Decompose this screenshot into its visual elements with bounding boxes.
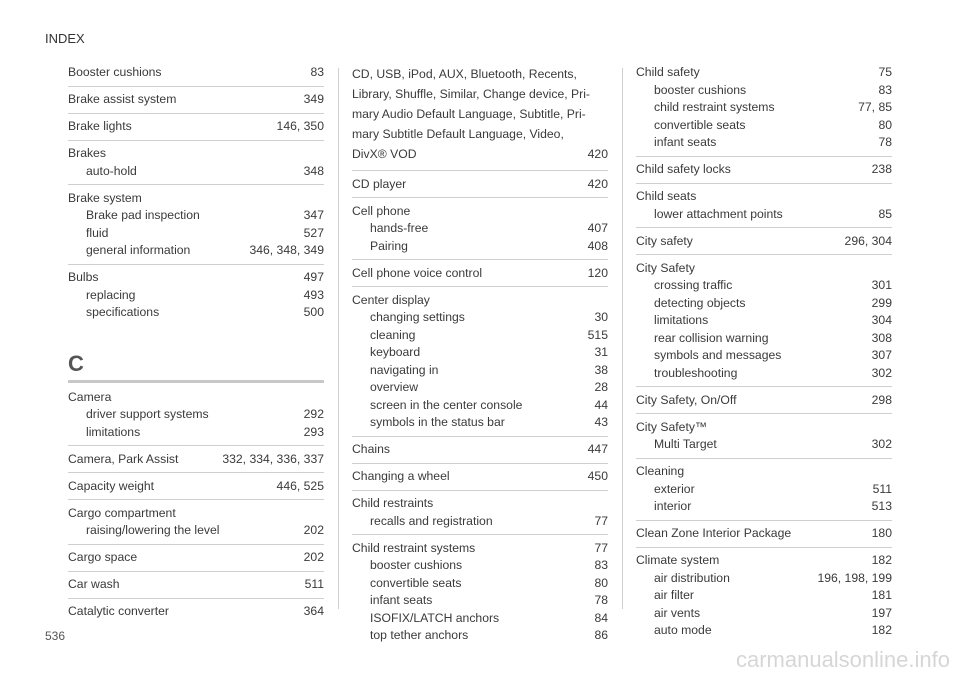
page-reference: 304 bbox=[871, 313, 892, 327]
index-term: Bulbs bbox=[68, 270, 99, 284]
index-term: Brakes bbox=[68, 146, 106, 160]
index-term: Booster cushions bbox=[68, 65, 162, 79]
index-row bbox=[352, 176, 608, 194]
page-reference: 450 bbox=[587, 469, 608, 483]
index-term: Changing a wheel bbox=[352, 469, 450, 483]
page-reference: 308 bbox=[871, 330, 892, 345]
index-subterm: specifications bbox=[86, 305, 160, 319]
index-subentry bbox=[352, 397, 608, 415]
index-subentry bbox=[352, 379, 608, 397]
index-entry bbox=[636, 161, 892, 184]
index-subentry bbox=[636, 347, 892, 365]
index-term: Climate system bbox=[636, 553, 720, 567]
index-term: Capacity weight bbox=[68, 478, 155, 493]
index-subterm: lower attachment points bbox=[654, 206, 783, 221]
index-subterm: auto mode bbox=[654, 623, 712, 637]
index-term: Catalytic converter bbox=[68, 604, 169, 618]
index-entry bbox=[352, 176, 608, 199]
index-subentry bbox=[68, 304, 324, 322]
page-header-title: INDEX bbox=[45, 31, 85, 46]
index-term: DivX® VOD bbox=[352, 147, 417, 161]
index-subterm: screen in the center console bbox=[370, 397, 523, 412]
page-reference: 292 bbox=[303, 407, 324, 421]
page-reference: 347 bbox=[303, 208, 324, 222]
index-subentry bbox=[352, 627, 608, 645]
index-entry bbox=[636, 419, 892, 459]
index-term: Child restraints bbox=[352, 496, 434, 510]
index-row bbox=[68, 389, 324, 407]
index-entry bbox=[68, 576, 324, 599]
index-subentry bbox=[352, 362, 608, 380]
index-subentry bbox=[636, 312, 892, 330]
index-row bbox=[68, 451, 324, 469]
index-subentry bbox=[636, 622, 892, 640]
index-subterm: ISOFIX/LATCH anchors bbox=[370, 610, 500, 625]
index-entry bbox=[68, 505, 324, 545]
index-entry bbox=[68, 451, 324, 474]
index-row bbox=[636, 419, 892, 437]
page-reference: 307 bbox=[871, 348, 892, 362]
index-subterm: exterior bbox=[654, 481, 695, 496]
index-row bbox=[68, 91, 324, 109]
index-subentry bbox=[636, 277, 892, 295]
index-entry bbox=[68, 91, 324, 114]
index-subterm: general information bbox=[86, 243, 191, 257]
index-subentry bbox=[636, 99, 892, 117]
index-subentry bbox=[68, 207, 324, 225]
index-term-line: mary Audio Default Language, Subtitle, Pri- bbox=[352, 107, 586, 121]
index-entry bbox=[352, 203, 608, 261]
page-reference: 420 bbox=[587, 147, 608, 161]
index-row bbox=[352, 495, 608, 513]
page-reference: 349 bbox=[303, 92, 324, 106]
page-reference: 77, 85 bbox=[858, 100, 892, 114]
index-subentry bbox=[68, 406, 324, 424]
index-subterm: top tether anchors bbox=[370, 628, 469, 642]
index-term: Brake lights bbox=[68, 119, 132, 133]
index-subterm: rear collision warning bbox=[654, 330, 769, 345]
index-subentry bbox=[352, 327, 608, 345]
index-subentry bbox=[636, 365, 892, 383]
index-subentry bbox=[636, 587, 892, 605]
page-reference: 28 bbox=[594, 380, 608, 394]
page-reference: 446, 525 bbox=[276, 478, 324, 493]
index-subterm: Brake pad inspection bbox=[86, 208, 200, 222]
index-subterm: changing settings bbox=[370, 310, 465, 324]
index-subentry bbox=[352, 238, 608, 256]
page-reference: 77 bbox=[594, 513, 608, 528]
index-entry bbox=[636, 64, 892, 157]
index-subentry bbox=[636, 498, 892, 516]
index-subentry bbox=[636, 436, 892, 454]
page-reference: 511 bbox=[872, 481, 892, 496]
index-subterm: navigating in bbox=[370, 362, 439, 377]
index-term: Camera bbox=[68, 389, 112, 404]
index-entry bbox=[636, 233, 892, 256]
page-reference: 85 bbox=[878, 206, 892, 221]
index-subentry bbox=[352, 610, 608, 628]
index-term: Cleaning bbox=[636, 464, 685, 478]
page-reference: 31 bbox=[594, 345, 608, 359]
index-subentry bbox=[636, 82, 892, 100]
index-entry bbox=[636, 260, 892, 388]
page-reference: 83 bbox=[878, 82, 892, 97]
index-subterm: booster cushions bbox=[654, 82, 747, 97]
index-row bbox=[352, 292, 608, 310]
page-reference: 296, 304 bbox=[844, 233, 892, 248]
index-term-line: CD, USB, iPod, AUX, Bluetooth, Recents, bbox=[352, 67, 577, 81]
page-reference: 83 bbox=[310, 65, 324, 79]
index-subterm: driver support systems bbox=[86, 407, 209, 421]
index-term: City safety bbox=[636, 233, 693, 248]
page-reference: 408 bbox=[587, 238, 608, 253]
index-subentry bbox=[68, 287, 324, 305]
page-reference: 511 bbox=[304, 577, 324, 591]
index-entry bbox=[68, 190, 324, 265]
page-reference: 348 bbox=[303, 163, 324, 178]
page-reference: 527 bbox=[303, 225, 324, 240]
index-entry bbox=[68, 549, 324, 572]
index-subterm: convertible seats bbox=[370, 575, 462, 590]
page-reference: 78 bbox=[878, 135, 892, 149]
page-reference: 299 bbox=[871, 295, 892, 310]
page-reference: 302 bbox=[871, 365, 892, 380]
page-reference: 146, 350 bbox=[276, 119, 324, 133]
page-reference: 80 bbox=[594, 575, 608, 590]
index-entry bbox=[68, 389, 324, 447]
index-row bbox=[636, 392, 892, 410]
index-subterm: detecting objects bbox=[654, 295, 746, 310]
page-reference: 332, 334, 336, 337 bbox=[222, 451, 324, 466]
page-reference: 83 bbox=[594, 558, 608, 572]
index-subentry bbox=[352, 309, 608, 327]
index-term: Brake assist system bbox=[68, 92, 177, 106]
page-reference: 78 bbox=[594, 593, 608, 607]
index-column-2 bbox=[352, 64, 608, 653]
index-subterm: air filter bbox=[654, 588, 694, 602]
index-entry bbox=[68, 145, 324, 185]
index-subterm: booster cushions bbox=[370, 558, 463, 572]
index-subterm: keyboard bbox=[370, 345, 421, 359]
index-entry bbox=[352, 265, 608, 288]
index-subentry bbox=[636, 117, 892, 135]
index-subterm: air vents bbox=[654, 605, 701, 620]
index-term: City Safety, On/Off bbox=[636, 392, 737, 407]
page-reference: 301 bbox=[871, 278, 892, 292]
index-row bbox=[68, 64, 324, 82]
page-reference: 84 bbox=[594, 610, 608, 625]
page-reference: 30 bbox=[594, 310, 608, 324]
index-row bbox=[68, 505, 324, 523]
index-subterm: Pairing bbox=[370, 238, 408, 253]
index-subterm: overview bbox=[370, 380, 419, 394]
index-term: Car wash bbox=[68, 577, 120, 591]
index-term: Child safety locks bbox=[636, 162, 731, 176]
index-term: Child restraint systems bbox=[352, 540, 476, 555]
page-reference: 202 bbox=[303, 550, 324, 564]
index-subentry bbox=[352, 592, 608, 610]
index-term: Cargo space bbox=[68, 550, 138, 564]
index-term: City Safety™ bbox=[636, 419, 708, 434]
section-letter-heading: C bbox=[68, 352, 324, 383]
page-reference: 197 bbox=[871, 605, 892, 620]
index-row bbox=[68, 190, 324, 208]
index-subterm: recalls and registration bbox=[370, 513, 493, 528]
index-subentry bbox=[352, 557, 608, 575]
index-subentry bbox=[636, 134, 892, 152]
index-term-line: Library, Shuffle, Similar, Change device, Pri- bbox=[352, 87, 590, 101]
index-row bbox=[636, 552, 892, 570]
index-row bbox=[636, 525, 892, 543]
index-row bbox=[352, 540, 608, 558]
index-row bbox=[636, 64, 892, 82]
page-reference: 196, 198, 199 bbox=[817, 570, 892, 585]
page-reference: 202 bbox=[303, 523, 324, 537]
index-term: Center display bbox=[352, 292, 430, 307]
index-subentry bbox=[68, 424, 324, 442]
page-reference: 420 bbox=[587, 176, 608, 191]
index-subentry bbox=[68, 225, 324, 243]
page-reference: 182 bbox=[871, 553, 892, 567]
page-reference: 513 bbox=[871, 499, 892, 513]
index-subterm: interior bbox=[654, 499, 692, 513]
index-entry bbox=[352, 64, 608, 171]
index-subentry bbox=[352, 575, 608, 593]
index-row bbox=[636, 188, 892, 206]
page-reference: 44 bbox=[594, 397, 608, 412]
index-entry bbox=[352, 540, 608, 649]
index-term: CD player bbox=[352, 176, 407, 191]
index-term: City Safety bbox=[636, 260, 695, 275]
index-term: Camera, Park Assist bbox=[68, 451, 179, 466]
index-column-1 bbox=[68, 64, 324, 629]
index-subentry bbox=[636, 605, 892, 623]
index-subterm: Multi Target bbox=[654, 437, 717, 451]
page-reference: 447 bbox=[587, 442, 608, 456]
index-subterm: convertible seats bbox=[654, 117, 746, 132]
index-subentry bbox=[352, 513, 608, 531]
index-subterm: replacing bbox=[86, 287, 136, 302]
index-row bbox=[68, 145, 324, 163]
page-reference: 298 bbox=[871, 392, 892, 407]
index-term: Cargo compartment bbox=[68, 505, 176, 520]
index-row bbox=[636, 463, 892, 481]
index-subentry bbox=[352, 344, 608, 362]
index-term-line: mary Subtitle Default Language, Video, bbox=[352, 127, 564, 141]
index-term: Cell phone bbox=[352, 203, 411, 218]
index-term: Brake system bbox=[68, 190, 142, 205]
page-reference: 302 bbox=[871, 437, 892, 451]
page-reference: 77 bbox=[594, 540, 608, 555]
index-row bbox=[636, 233, 892, 251]
index-subterm: infant seats bbox=[370, 593, 433, 607]
index-entry bbox=[636, 552, 892, 644]
index-entry bbox=[68, 64, 324, 87]
index-subterm: child restraint systems bbox=[654, 100, 775, 114]
index-term: Child seats bbox=[636, 189, 697, 203]
index-subentry bbox=[68, 163, 324, 181]
index-row bbox=[352, 441, 608, 459]
index-row bbox=[68, 118, 324, 136]
index-subentry bbox=[636, 570, 892, 588]
index-entry bbox=[352, 495, 608, 535]
page-reference: 38 bbox=[594, 362, 608, 377]
index-subterm: air distribution bbox=[654, 570, 730, 585]
page-reference: 346, 348, 349 bbox=[249, 243, 324, 257]
index-term: Chains bbox=[352, 442, 390, 456]
index-entry bbox=[352, 292, 608, 437]
index-entry bbox=[68, 478, 324, 501]
index-entry bbox=[68, 118, 324, 141]
index-subterm: fluid bbox=[86, 225, 109, 240]
index-row bbox=[352, 468, 608, 486]
page-reference: 493 bbox=[303, 287, 324, 302]
index-subentry bbox=[636, 481, 892, 499]
index-subterm: limitations bbox=[86, 424, 141, 439]
index-subterm: crossing traffic bbox=[654, 278, 733, 292]
index-row bbox=[352, 265, 608, 283]
index-column-3 bbox=[636, 64, 892, 648]
index-subentry bbox=[68, 522, 324, 540]
index-row bbox=[352, 144, 608, 164]
index-entry bbox=[636, 188, 892, 228]
index-entry bbox=[636, 525, 892, 548]
index-subterm: cleaning bbox=[370, 327, 416, 342]
watermark: carmanualsonline.info bbox=[735, 647, 950, 672]
page-reference: 497 bbox=[303, 270, 324, 284]
page-reference: 407 bbox=[587, 221, 608, 235]
index-subterm: symbols and messages bbox=[654, 348, 782, 362]
page-number: 536 bbox=[45, 629, 66, 643]
index-row bbox=[352, 203, 608, 221]
index-subentry bbox=[68, 242, 324, 260]
index-subterm: symbols in the status bar bbox=[370, 415, 505, 429]
index-row bbox=[68, 603, 324, 621]
column-divider bbox=[338, 68, 339, 609]
index-entry bbox=[68, 603, 324, 625]
index-row bbox=[68, 549, 324, 567]
page-reference: 43 bbox=[594, 415, 608, 429]
page-reference: 120 bbox=[587, 265, 608, 280]
index-term: Cell phone voice control bbox=[352, 265, 483, 280]
index-subterm: troubleshooting bbox=[654, 365, 738, 380]
page-reference: 293 bbox=[303, 424, 324, 439]
page-reference: 180 bbox=[871, 526, 892, 540]
page-reference: 75 bbox=[878, 65, 892, 79]
index-entry bbox=[68, 269, 324, 326]
index-subterm: infant seats bbox=[654, 135, 717, 149]
column-divider bbox=[622, 68, 623, 609]
index-row bbox=[636, 161, 892, 179]
index-entry bbox=[636, 463, 892, 521]
index-subterm: hands-free bbox=[370, 221, 429, 235]
page-reference: 500 bbox=[303, 305, 324, 319]
index-subterm: auto-hold bbox=[86, 163, 137, 178]
index-subterm: raising/lowering the level bbox=[86, 523, 220, 537]
page-reference: 515 bbox=[587, 327, 608, 342]
index-subentry bbox=[636, 206, 892, 224]
index-row bbox=[636, 260, 892, 278]
page-reference: 238 bbox=[871, 162, 892, 176]
page-reference: 364 bbox=[303, 604, 324, 618]
index-subentry bbox=[352, 414, 608, 432]
index-subterm: limitations bbox=[654, 313, 709, 327]
index-subentry bbox=[636, 295, 892, 313]
index-row bbox=[68, 478, 324, 496]
page-reference: 80 bbox=[878, 117, 892, 132]
index-entry bbox=[352, 441, 608, 464]
index-term-multiline bbox=[352, 64, 608, 164]
page-reference: 182 bbox=[871, 623, 892, 637]
index-subentry bbox=[636, 330, 892, 348]
index-row bbox=[68, 576, 324, 594]
index-term: Clean Zone Interior Package bbox=[636, 526, 792, 540]
index-row bbox=[68, 269, 324, 287]
index-term: Child safety bbox=[636, 65, 700, 79]
index-entry bbox=[636, 392, 892, 415]
page-reference: 181 bbox=[871, 588, 892, 602]
page-reference: 86 bbox=[594, 628, 608, 642]
index-entry bbox=[352, 468, 608, 491]
index-subentry bbox=[352, 220, 608, 238]
